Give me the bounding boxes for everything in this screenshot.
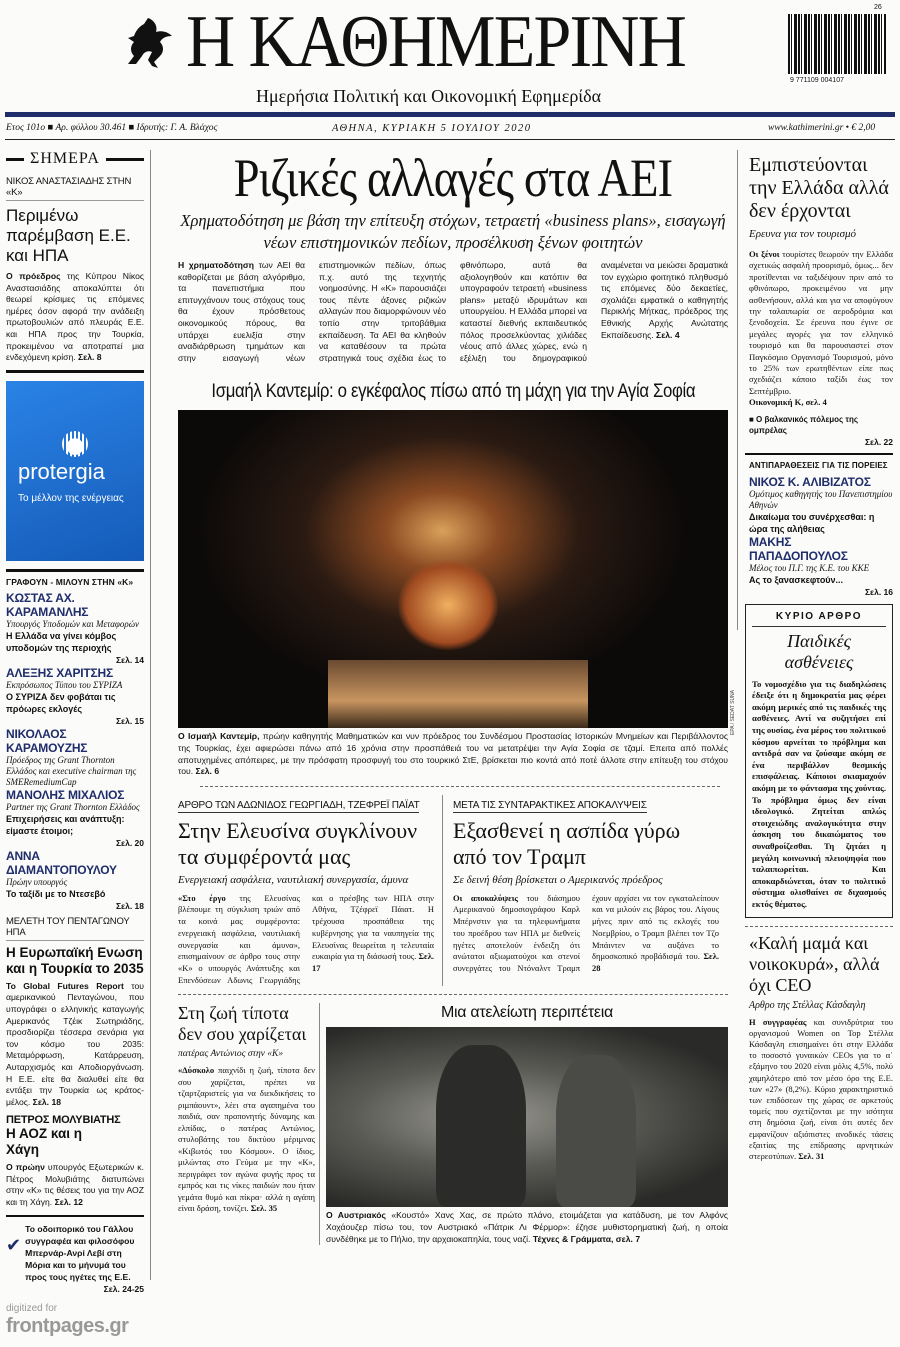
writers-list [6, 591, 144, 912]
story-headline[interactable]: Περιμένω παρέμβαση Ε.Ε. και ΗΠΑ [6, 206, 131, 265]
editorial-box[interactable] [745, 604, 893, 918]
story-body: «Στο έργο της Ελευσίνας βλέπουμε τη σύγκλιση τριών από τα κοινά μας συμφέροντα: ενεργειακή ασφάλεια, ναυτιλιακή συνεργασία και άμυνα», επισημαίνουν σε άρθρο τους στην «Κ» ο υπουργός Ανάπτυξης και Επενδύσεων Αδωνις Γεωργιάδης και ο πρέσβης των ΗΠΑ στην Αθήνα, Τζέφρεϊ Πάιατ. Η τρέχουσα προσπάθεια της κυβέρνησης για τα ναυπηγεία της Ελευσίνας θεωρείται η τελευταία ευκαιρία για τη διάσωσή τους. Σελ. 17 [178, 892, 434, 985]
page-ref: Σελ. 22 [864, 436, 893, 447]
ad-brand: protergia [18, 458, 105, 484]
debate-item[interactable]: ΜΑΚΗΣ ΠΑΠΑΔΟΠΟΥΛΟΣ Μέλος του Π.Γ. της Κ.Ε. του ΚΚΕ Ας το ξανασκεφτούν... [749, 534, 870, 585]
hagia-sophia-photo [178, 410, 728, 728]
story-kicker: ΝΙΚΟΣ ΑΝΑΣΤΑΣΙΑΔΗΣ ΣΤΗΝ «Κ» [6, 176, 144, 201]
watermark: digitized for frontpages.gr [6, 1302, 129, 1337]
divider [745, 453, 893, 455]
story-subhead: Ενεργειακή ασφάλεια, ναυτιλιακή συνεργασία, άμυνα [178, 873, 409, 886]
writer-item[interactable]: ΜΑΝΟΛΗΣ ΜΙΧΑΛΙΟΣ Partner της Grant Thornton Ελλάδος Επιχειρήσεις και ανάπτυξη: είμαστε έτοιμοι; Σελ. 20 [6, 787, 144, 848]
story-headline[interactable]: Η ΑΟΖ και η Χάγη [6, 1126, 83, 1158]
debate-item[interactable]: ΝΙΚΟΣ Κ. ΑΛΙΒΙΖΑΤΟΣ Ομότιμος καθηγητής του Πανεπιστημίου Αθηνών Δικαίωμα του συνέρχεσθαι: η ώρα της αλήθειας [749, 474, 893, 534]
editorial-label: ΚΥΡΙΟ ΑΡΘΡΟ [752, 611, 886, 627]
story-kicker: ΜΕΛΕΤΗ ΤΟΥ ΠΕΝΤΑΓΩΝΟΥ ΗΠΑ [6, 916, 144, 941]
story-headline[interactable]: Στη ζωή τίποτα δεν σου χαρίζεται [178, 1003, 307, 1045]
teaser[interactable]: ✔ Το οδοιπορικό του Γάλλου συγγραφέα και φιλοσόφου Μπερνάρ-Ανρί Λεβί στη Μόρια και το μήνυμά του προς τους ηγέτες της Ε.Ε. Σελ. 24-25 [6, 1223, 144, 1294]
issue-info: Ετος 101ο ■ Αρ. φύλλου 30.461 ■ Ιδρυτής: Γ. Α. Βλάχος [6, 123, 218, 133]
story-headline[interactable]: «Καλή μαμά και νοικοκυρά», αλλά όχι CEO [749, 932, 880, 995]
story-body: Η συγγραφέας και συνιδρύτρια του οργανισμού Women on Top Στέλλα Κάσδαγλη επισημαίνει ότι στην Ελλάδα το ποσοστό γυναικών CEOs για το α΄ εξάμηνο του 2020 είναι μόλις 4,5%, πολύ χαμηλότερο από τον μέσο όρο της Ε.Ε. των «27» (8,2%). Κύριο χαρακτηριστικό των επιδόσεων της χώρας σε αρκετούς τομείς που σχετίζονται με την ισότητα στη δημόσια ζωή, είναι ότι αυτές δεν εμφανίζουν αξιόπιστες ανοδικές τάσεις εξαιτίας της επίδρασης αρνητικών στερεοτύπων. Σελ. 31 [749, 1016, 893, 1161]
masthead [0, 0, 900, 112]
debate-heading: ΑΝΤΙΠΑΡΑΘΕΣΕΙΣ ΓΙΑ ΤΙΣ ΠΟΡΕΙΕΣ [749, 460, 888, 470]
story-subhead: πατέρας Αντώνιος στην «Κ» [178, 1049, 284, 1060]
story-body: Ο πρόεδρος της Κύπρου Νίκος Αναστασιάδης αποκαλύπτει ότι θεωρεί κρίσιμες τις επόμενες ημέρες όσον αφορά την ανάδειξη πρωτοβουλιών από πλευράς Ε.Ε. και ΗΠΑ προς την Τουρκία, προκειμένου να αποτραπεί μια ενδεχόμενη κρίση. Σελ. 8 [6, 271, 144, 363]
photo-story-headline[interactable]: Ισμαήλ Καντεμίρ: ο εγκέφαλος πίσω από τη μάχη για την Αγία Σοφία [211, 380, 695, 403]
story-headline[interactable]: Εμπιστεύονται την Ελλάδα αλλά δεν έρχονται [749, 154, 889, 222]
story-headline[interactable]: Εξασθενεί η ασπίδα γύρω από τον Τραμπ [453, 817, 681, 869]
barcode-issue: 26 [874, 4, 882, 11]
newspaper-title: Η ΚΑΘΗΜΕΡΙΝΗ [186, 1, 685, 83]
page-ref: Σελ. 16 [864, 586, 893, 597]
story-subhead: Αρθρο της Στέλλας Κάσδαγλη [749, 999, 866, 1011]
info-rule [5, 139, 895, 140]
story-body: Οι αποκαλύψεις του διάσημου Αμερικανού δημοσιογράφου Καρλ Μπέρνστιν για τα τηλεφωνήματα του προέδρου των ΗΠΑ με διεθνείς ηγέτες αποτελούν ένδειξη ότι ανώτατοι αξιωματούχοι και στενοί συνεργάτες του Ντόναλντ Τραμπ έχουν αρχίσει να τον εγκαταλείπουν και να μιλούν εις βάρος του. Λίγους μήνες πριν από τις εκλογές του Νοεμβρίου, ο Τραμπ βλέπει τον Τζο Μπάιντεν να αυξάνει το δημοσκοπικό προβάδισμά του. Σελ. 28 [453, 892, 719, 973]
story-subhead: Σε δεινή θέση βρίσκεται ο Αμερικανός πρόεδρος [453, 873, 663, 886]
writer-item[interactable]: ΝΙΚΟΛΑΟΣ ΚΑΡΑΜΟΥΖΗΣ Πρόεδρος της Grant Thornton Ελλάδος και executive chairman της SMERemediumCap [6, 726, 137, 787]
photo-caption: Ο Ισμαήλ Καντεμίρ, πρώην καθηγητής Μαθηματικών και νυν πρόεδρος του Συνδέσμου Προστασίας Ιστορικών Μνημείων και Περιβάλλοντος της Τουρκίας, έχει αφιερώσει πάνω από 16 χρόνια στην προσπάθειά του να μετατρέψει την Αγία Σοφία σε τζαμί. Επειτα από πολλές αποτυχημένες απόπειρες, με την πρόσφατη προσφυγή του στο τουρκικό ΣτΕ, βρίσκεται πιο κοντά από ποτέ άλλοτε στην επίτευξη του στόχου του. Σελ. 6 [178, 731, 728, 777]
life-story [178, 1003, 320, 1245]
adventure-headline[interactable]: Μια ατελείωτη περιπέτεια [441, 1004, 613, 1022]
protergia-ad[interactable] [6, 381, 144, 561]
elefsina-story [178, 795, 443, 987]
right-column [745, 154, 893, 1162]
writers-heading: ΓΡΑΦΟΥΝ - ΜΙΛΟΥΝ ΣΤΗΝ «Κ» [6, 576, 134, 587]
ceo-story [745, 933, 893, 1163]
section-divider [178, 994, 728, 995]
story-kicker: ΠΕΤΡΟΣ ΜΟΛΥΒΙΑΤΗΣ [6, 1114, 121, 1127]
today-label: ΣΗΜΕΡΑ [6, 150, 144, 168]
photo-caption: Ο Αυστριακός «Κουστό» Χανς Χας, σε πρώτο πλάνο, ετοιμάζεται για κατάδυση, με τον Αλφόνς Χοχάουζερ πίσω του, τον Αυστριακό «Πάτρικ Λι Φέρμορ»: έζησε μυθιστορηματική ζωή, η οποία συνδέθηκε με το Πήλιο, την αρχαιοκαπηλία, τους ναζί. Τέχνες & Γράμματα, σελ. 7 [326, 1210, 729, 1244]
writer-item[interactable]: ΑΛΕΞΗΣ ΧΑΡΙΤΣΗΣ Εκπρόσωπος Τύπου του ΣΥΡΙΖΑ Ο ΣΥΡΙΖΑ δεν φοβάται τις πρόωρες εκλογές Σελ. 15 [6, 665, 144, 726]
trump-story [453, 795, 719, 987]
story-body: Οι ξένοι τουρίστες θεωρούν την Ελλάδα σχετικώς ασφαλή προορισμό, όμως... δεν προτίθενται να ταξιδέψουν πριν από το φθινόπωρο, προκειμένου να μην ασθενήσουν, αλλά και για να αποφύγουν την ταλαιπωρία σε αεροδρόμια και ξενοδοχεία. Σε έρευνα που έγινε σε μεγάλες αγορές για τον ελληνικό τουρισμό και θα παρουσιαστεί στον Παγκόσμιο Οργανισμό Τουρισμού, μόνο το 25% των ερωτηθέντων είπε πως σχεδιάζει κάποιο ταξίδι έως τον Σεπτέμβριο. Οικονομική Κ, σελ. 4 [749, 249, 893, 408]
divers-photo [326, 1027, 728, 1207]
left-column-divider [150, 150, 151, 1280]
barcode [788, 14, 886, 74]
middle-stories [178, 795, 728, 987]
related-link[interactable]: ■ Ο βαλκανικός πόλεμος της ομπρέλας [749, 414, 859, 435]
newspaper-subtitle: Ημερήσια Πολιτική και Οικονομική Εφημερίδα [256, 86, 602, 106]
writer-item[interactable]: ΚΩΣΤΑΣ ΑΧ. ΚΑΡΑΜΑΝΛΗΣ Υπουργός Υποδομών και Μεταφορών Η Ελλάδα να γίνει κόμβος υποδομών της περιοχής Σελ. 14 [6, 590, 144, 665]
writer-item[interactable]: ΑΝΝΑ ΔΙΑΜΑΝΤΟΠΟΥΛΟΥ Πρώην υπουργός Το ταξίδι με το Ντεσεβό Σελ. 18 [6, 848, 144, 911]
story-body: Ο πρώην υπουργός Εξωτερικών κ. Πέτρος Μολυβιάτης διατυπώνει στην «Κ» τις θέσεις του για την ΑΟΖ και τη Χάγη. Σελ. 12 [6, 1162, 144, 1208]
energy-logo-icon [62, 431, 88, 457]
checkmark-icon: ✔ [6, 1234, 22, 1255]
section-divider [200, 786, 720, 787]
editorial-body: Το νομοσχέδιο για τις διαδηλώσεις έδειξε ότι η δημοκρατία μας φέρει ακόμη μερικές από τις παιδικές της ασθένειες. Αντί να συζητήσει επί της ουσίας, ένα μέρος του πολιτικού κόσμου αρνείται το πρόβλημα και αντιδρά σαν να ζούσαμε ακόμη σε ένα περιβάλλον θεσμικής επισφάλειας. Κάποιοι σκιαμαχούν ακόμη με το φάντασμα της χούντας. Το πρόβλημα όμως δεν είναι ιδεολογικό. Ζητείται απλώς στοιχειώδης αναλογικότητα στην άσκηση του δικαιώματος του συναθροίζεσθαι. Τη ζητάει η μεγάλη κοινωνική πλειοψηφία που ταλαιπωρείται. Και αποκαρδιώνεται, όταν το πολιτικό σύστημα ολισθαίνει σε διχασμούς εκτός θέματος. [752, 678, 886, 909]
divider [6, 370, 144, 373]
lead-subhead: Χρηματοδότηση με βάση την επίτευξη στόχων, τετραετή «business plans», εισαγωγή νέων επιστημονικών πεδίων, προσέλκυση ξένων φοιτητών [180, 211, 726, 252]
lead-headline[interactable]: Ριζικές αλλαγές στα ΑΕΙ [233, 148, 673, 208]
lead-body: Η χρηματοδότηση των ΑΕΙ θα καθορίζεται με βάση αλγόριθμο, τα πανεπιστήμια που επιτυγχάνουν τους στόχους τους θα έχουν πρόσθετους οικονομικούς πόρους, θα υπάρχει ευελιξία στην αναδιάρθρωση τμημάτων και στην εισαγωγή νέων επιστημονικών πεδίων, όπως π.χ. αυτό της τεχνητής νοημοσύνης. Η «Κ» παρουσιάζει τους πέντε άξονες ριζικών αλλαγών που διαμορφώνουν νέο τοπίο στην τριτοβάθμια εκπαίδευση. Τα ΑΕΙ θα κληθούν να καταθέσουν τα πρώτα στρατηγικά τους σχέδια έως το φθινόπωρο, αυτά θα αξιολογηθούν και κατόπιν θα υπογραφούν τετραετή «business plans» μεταξύ ιδρυμάτων και υπουργείου. Η Ελλάδα μπορεί να καταστεί διεθνής εκπαιδευτικός πόλος προσελκύοντας χιλιάδες νέους από άλλες χώρες, ενώ η εξέλιξη του δημογραφικού αναμένεται να μειώσει δραματικά τον εγχώριο φοιτητικό πληθυσμό τις επόμενες δύο δεκαετίες, σχολιάζει εμφατικά ο καθηγητής Περικλής Μήτκας, πρόεδρος της Εθνικής Αρχής Ανώτατης Εκπαίδευσης. Σελ. 4 [178, 260, 728, 363]
masthead-rule [5, 112, 895, 117]
story-headline[interactable]: Η Ευρωπαϊκή Ενωση και η Τουρκία το 2035 [6, 944, 144, 976]
story-kicker: ΜΕΤΑ ΤΙΣ ΣΥΝΤΑΡΑΚΤΙΚΕΣ ΑΠΟΚΑΛΥΨΕΙΣ [453, 799, 647, 811]
story-headline[interactable]: Στην Ελευσίνα συγκλίνουν τα συμφέροντά μας [178, 817, 418, 869]
divider [6, 569, 144, 572]
adventure-story [326, 1003, 728, 1245]
ad-tagline: Το μέλλον της ενέργειας [18, 492, 124, 504]
issue-date: ΑΘΗΝΑ, ΚΥΡΙΑΚΗ 5 ΙΟΥΛΙΟΥ 2020 [332, 123, 532, 134]
photo-credit: EPA / SEDAT SUNA [730, 690, 736, 736]
story-kicker: ΑΡΘΡΟ ΤΩΝ ΑΔΩΝΙΔΟΣ ΓΕΩΡΓΙΑΔΗ, ΤΖΕΦΡΕΪ ΠΑΪΑΤ [178, 799, 420, 811]
divider [6, 1215, 144, 1217]
section-divider [745, 926, 893, 927]
story-subhead: Ερευνα για τον τουρισμό [749, 228, 857, 240]
right-column-divider [737, 150, 738, 630]
griffin-logo-icon [118, 14, 178, 72]
left-column [6, 150, 144, 1337]
site-price: www.kathimerini.gr • € 2,00 [768, 123, 876, 133]
center-column [178, 146, 728, 1245]
story-body: Το Global Futures Report του αμερικανικού Πενταγώνου, που υπογράφει ο ελληνικής καταγωγής Αμερικανός Τζέικ Σωτηριάδης, προσδιορίζει τέσσερα σενάρια για τον κόσμο του 2035: Μεταμόρφωση, Κατάρρευση, Αυταρχισμός και Αποδιοργάνωση. Η Ε.Ε. είτε θα διαλυθεί είτε θα εντάξει την Τουρκία ως κράτος-μέλος. Σελ. 18 [6, 980, 145, 1107]
bottom-stories [178, 1003, 728, 1245]
editorial-headline: Παιδικές ασθένειες [784, 630, 854, 672]
barcode-number: 9 771109 004107 [790, 77, 844, 84]
story-body: «Δύσκολο παιχνίδι η ζωή, τίποτα δεν σου χαρίζεται, πρέπει να τζαρτζαριστείς για να διεκδικήσεις το ριμπάουντ», λέει στα αγαπημένα του παιδιά, σαν προπονητής δύναμης και ελπίδας, ο πατέρας Αντώνιος, στυλοβάτης του δικτύου μέριμνας «Κιβωτός του Κόσμου». Ο ίδιος, μιλώντας στο Γεύμα με την «Κ», περιγράφει τον αγώνα φυγής προς τα εμπρός και τις νίκες παιδιών που ήταν γεμάτα θυμό και πίκρα· αλλά η αγάπη είναι δράση, τονίζει. Σελ. 35 [178, 1065, 315, 1214]
